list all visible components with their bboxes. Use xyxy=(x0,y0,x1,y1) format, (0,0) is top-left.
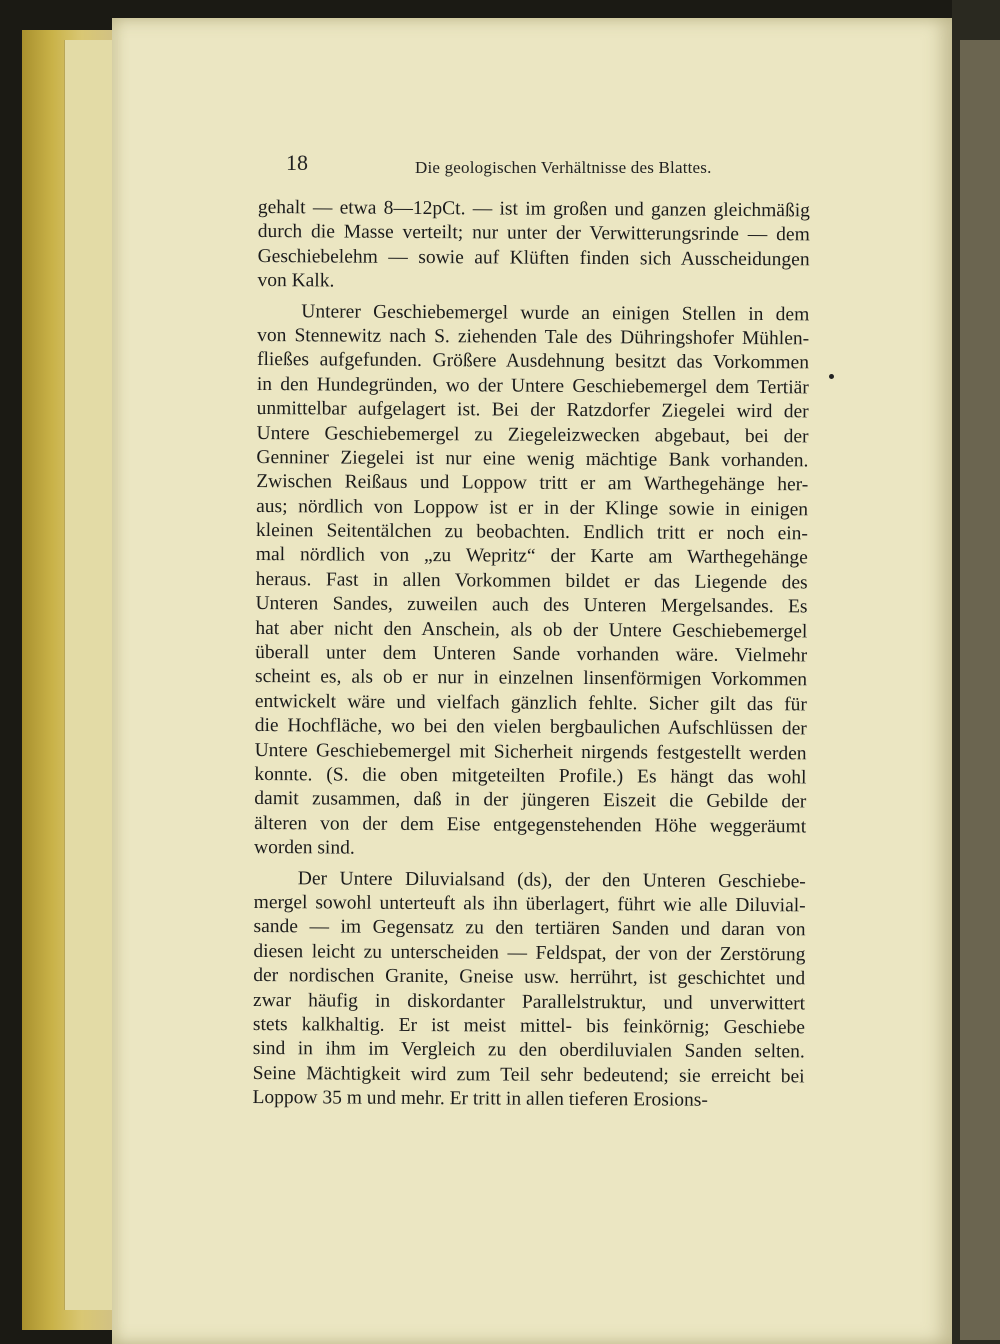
text-line: der nordischen Granite, Gneise usw. herrührt, ist geschichtet und xyxy=(253,965,806,990)
text-line: sind in ihm im Vergleich zu den oberdiluvialen Sanden selten. xyxy=(252,1038,805,1063)
text-line: diesen leicht zu unterscheiden — Feldspat, der von der Zerstörung xyxy=(253,940,806,966)
text-line: von Kalk. xyxy=(257,270,335,292)
text-line: Der Untere Diluvialsand (ds), der den Unteren Geschiebe- xyxy=(297,867,806,892)
text-line: überall unter dem Unteren Sande vorhanden wäre. Vielmehr xyxy=(255,642,808,667)
margin-dot xyxy=(829,374,834,379)
body-text xyxy=(252,196,810,1114)
text-line: worden sind. xyxy=(253,837,355,859)
text-line: Unteren Sandes, zuweilen auch des Unteren Mergelsandes. Es xyxy=(255,593,808,618)
text-line: zwar häufig in diskordanter Parallelstruktur, und unverwittert xyxy=(253,989,806,1014)
next-page-edge xyxy=(960,40,1000,1340)
text-line: Unterer Geschiebemergel wurde an einigen Stellen in dem xyxy=(301,300,810,325)
text-line: aus; nördlich von Loppow ist er in der Klinge sowie in einigen xyxy=(256,495,809,521)
page-number: 18 xyxy=(286,150,308,175)
text-line: älteren von der dem Eise entgegenstehenden Höhe weggeräumt xyxy=(254,812,807,838)
text-line: von Stennewitz nach S. ziehenden Tale des Dühringshofer Mühlen- xyxy=(257,324,810,350)
text-line: konnte. (S. die oben mitgeteilten Profile.) Es hängt das wohl xyxy=(254,763,807,789)
text-line: Untere Geschiebemergel zu Ziegeleizwecken abgebaut, bei der xyxy=(256,422,809,447)
text-line: damit zusammen, daß in der jüngeren Eiszeit die Gebilde der xyxy=(254,788,807,813)
text-line: kleinen Seitentälchen zu beobachten. Endlich tritt er noch ein- xyxy=(255,520,809,545)
text-line: heraus. Fast in allen Vorkommen bildet er das Liegende des xyxy=(255,568,808,594)
text-line: die Hochfläche, wo bei den vielen bergbaulichen Aufschlüssen der xyxy=(254,715,807,740)
text-line: entwickelt wäre und vielfach gänzlich fehlte. Sicher gilt das für xyxy=(254,690,807,716)
text-line: Geschiebelehm — sowie auf Klüften finden sich Ausscheidungen xyxy=(257,245,810,271)
text-line: durch die Masse verteilt; nur unter der Verwitterungsrinde — dem xyxy=(257,221,810,246)
text-line: stets kalkhaltig. Er ist meist mittel- bis feinkörnig; Geschiebe xyxy=(252,1013,805,1039)
text-line: scheint es, als ob er nur in einzelnen linsenförmigen Vorkommen xyxy=(254,666,808,691)
text-line: hat aber nicht den Anschein, als ob der Untere Geschiebemergel xyxy=(255,617,808,643)
text-line: mergel sowohl unterteuft als ihn überlagert, führt wie alle Diluvial- xyxy=(253,891,806,917)
text-line: fließes aufgefunden. Größere Ausdehnung besitzt das Vorkommen xyxy=(256,349,810,374)
running-head: Die geologischen Verhältnisse des Blattes. xyxy=(415,158,712,177)
text-line: gehalt — etwa 8—12pCt. — ist im großen und ganzen gleichmäßig xyxy=(257,196,810,222)
text-line: mal nördlich von „zu Wepritz“ der Karte am Warthegehänge xyxy=(255,544,808,569)
text-line: sande — im Gegensatz zu den tertiären Sanden und daran von xyxy=(253,916,806,941)
text-line: Genniner Ziegelei ist nur eine wenig mächtige Bank vorhanden. xyxy=(256,446,809,472)
text-line: Zwischen Reißaus und Loppow tritt er am Warthegehänge her- xyxy=(256,471,809,496)
text-line: Loppow 35 m und mehr. Er tritt in allen tieferen Erosions- xyxy=(252,1087,709,1111)
text-line: Seine Mächtigkeit wird zum Teil sehr bedeutend; sie erreicht bei xyxy=(252,1062,805,1088)
text-line: Untere Geschiebemergel mit Sicherheit nirgends festgestellt werden xyxy=(254,739,807,764)
text-line: in den Hundegründen, wo der Untere Geschiebemergel dem Tertiär xyxy=(256,373,809,399)
text-line: unmittelbar aufgelagert ist. Bei der Ratzdorfer Ziegelei wird der xyxy=(256,398,809,423)
